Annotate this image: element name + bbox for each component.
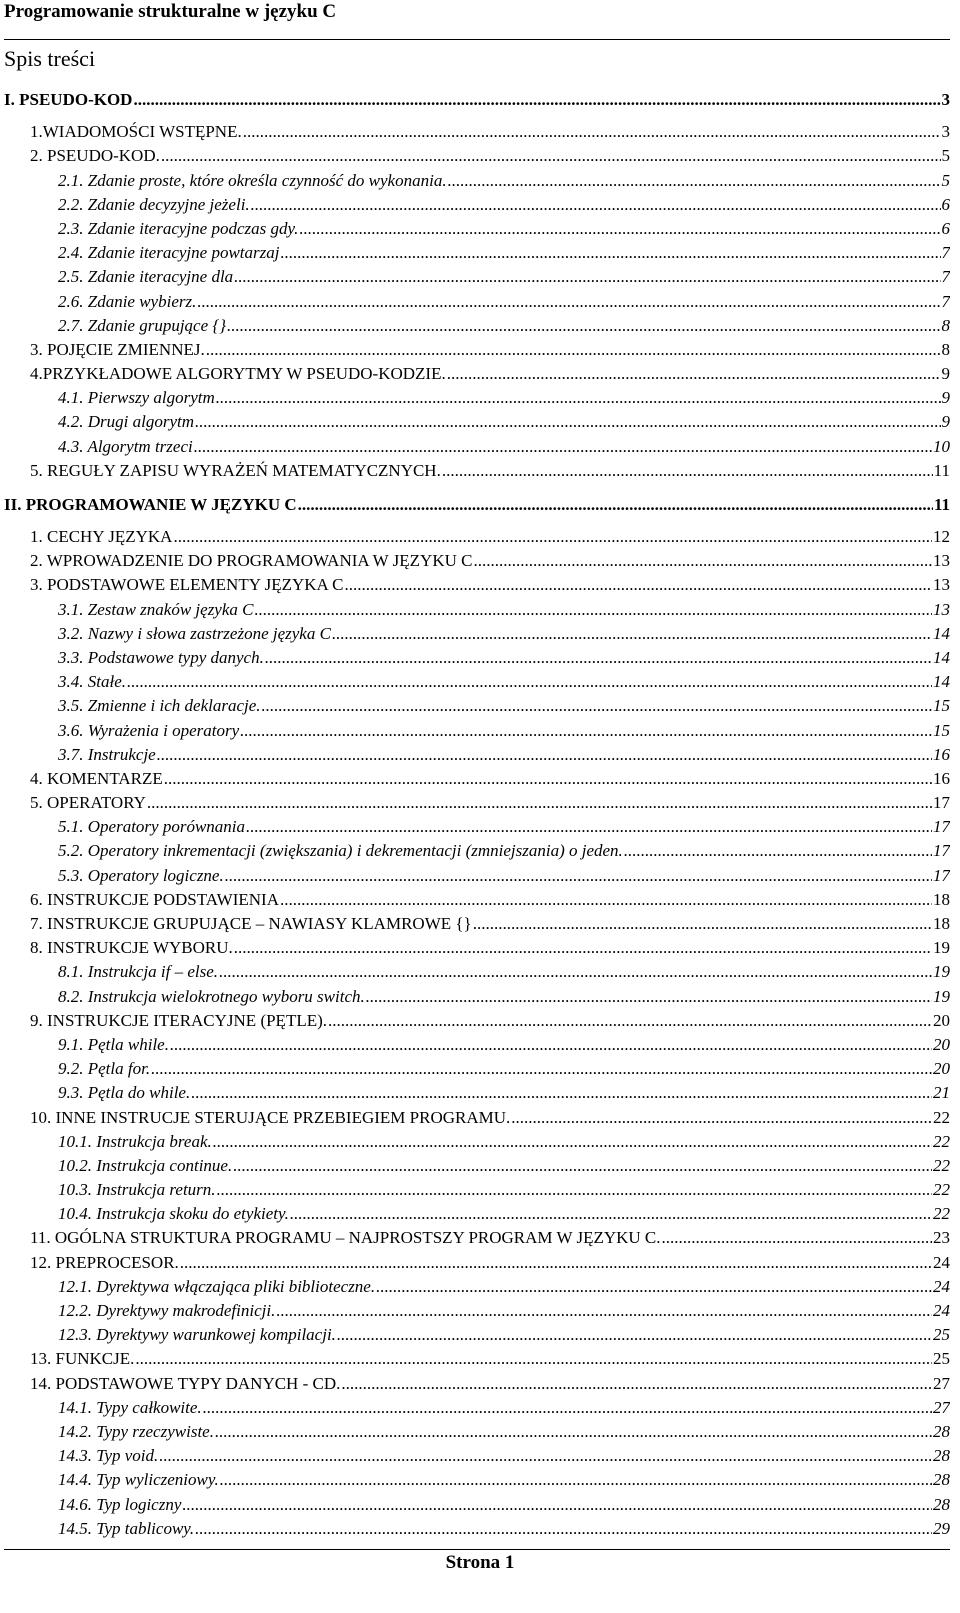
dot-leader (341, 1374, 932, 1394)
table-of-contents (4, 84, 950, 1539)
toc-entry[interactable] (4, 1200, 950, 1224)
toc-entry-label: 4.1. Pierwszy algorytm (58, 388, 215, 408)
toc-entry[interactable] (4, 523, 950, 547)
dot-leader (197, 292, 940, 312)
toc-entry[interactable] (4, 1128, 950, 1152)
toc-entry-label: 3.7. Instrukcje (58, 744, 156, 764)
toc-entry-page: 5 (941, 170, 950, 190)
toc-entry[interactable] (4, 142, 950, 166)
toc-entry-label: 10.3. Instrukcja return. (58, 1180, 216, 1200)
toc-entry[interactable] (4, 547, 950, 571)
toc-entry-page: 23 (933, 1228, 950, 1248)
toc-entry-page: 27 (933, 1373, 950, 1393)
dot-leader (240, 721, 932, 741)
toc-entry-page: 9 (941, 364, 950, 384)
toc-entry-page: 10 (933, 436, 950, 456)
toc-entry-label: 2. PSEUDO-KOD. (30, 146, 160, 166)
dot-leader (234, 938, 932, 958)
dot-leader (473, 551, 932, 571)
toc-entry[interactable] (4, 1321, 950, 1345)
dot-leader (216, 388, 941, 408)
toc-entry-label: 10. INNE INSTRUCJE STERUJĄCE PRZEBIEGIEM PROGRAMU. (30, 1107, 511, 1127)
toc-entry[interactable] (4, 84, 950, 110)
dot-leader (662, 1228, 932, 1248)
toc-entry[interactable] (4, 837, 950, 861)
toc-entry[interactable] (4, 481, 950, 515)
toc-entry-page: 11 (933, 460, 950, 480)
toc-entry-label: 2.2. Zdanie decyzyjne jeżeli. (58, 194, 250, 214)
toc-entry-label: 3.3. Podstawowe typy danych. (58, 647, 264, 667)
toc-entry-label: 5.1. Operatory porównania (58, 817, 245, 837)
toc-entry-page: 14 (933, 672, 950, 692)
toc-entry-label: 11. OGÓLNA STRUKTURA PROGRAMU – NAJPROSTSZY PROGRAM W JĘZYKU C. (30, 1228, 661, 1248)
toc-entry[interactable] (4, 910, 950, 934)
dot-leader (344, 575, 932, 595)
toc-entry[interactable] (4, 239, 950, 263)
dot-leader (233, 1156, 932, 1176)
toc-entry-page: 7 (941, 243, 950, 263)
toc-entry[interactable] (4, 1079, 950, 1103)
toc-entry-label: 6. INSTRUKCJE PODSTAWIENIA (30, 889, 279, 909)
dot-leader (290, 1204, 932, 1224)
toc-entry-page: 16 (933, 744, 950, 764)
toc-entry-label: 9. INSTRUKCJE ITERACYJNE (PĘTLE). (30, 1010, 328, 1030)
dot-leader (180, 1253, 932, 1273)
toc-entry[interactable] (4, 336, 950, 360)
dot-leader (164, 769, 932, 789)
dot-leader (328, 1011, 932, 1031)
dot-leader (376, 1277, 932, 1297)
dot-leader (191, 1083, 932, 1103)
toc-entry-page: 17 (933, 841, 950, 861)
toc-entry-label: 3.2. Nazwy i słowa zastrzeżone języka C (58, 623, 331, 643)
toc-entry-label: 2.7. Zdanie grupujące {} (58, 315, 226, 335)
toc-entry-page: 29 (933, 1518, 950, 1538)
toc-entry-label: 3. POJĘCIE ZMIENNEJ. (30, 339, 205, 359)
toc-entry-label: 8. INSTRUKCJE WYBORU. (30, 938, 233, 958)
toc-entry[interactable] (4, 741, 950, 765)
toc-entry-page: 28 (933, 1470, 950, 1490)
page-header (4, 1, 950, 37)
toc-entry[interactable] (4, 716, 950, 740)
toc-entry-page: 9 (941, 412, 950, 432)
toc-entry-page: 15 (933, 720, 950, 740)
toc-entry[interactable] (4, 384, 950, 408)
toc-entry[interactable] (4, 1515, 950, 1539)
toc-entry-page: 20 (933, 1034, 950, 1054)
toc-entry-label: 3.5. Zmienne i ich deklaracje. (58, 696, 261, 716)
toc-entry-label: 9.3. Pętla do while. (58, 1083, 191, 1103)
dot-leader (135, 1349, 932, 1369)
dot-leader (255, 600, 933, 620)
dot-leader (159, 1446, 932, 1466)
dot-leader (215, 1422, 932, 1442)
dot-leader (265, 648, 932, 668)
toc-entry[interactable] (4, 312, 950, 336)
toc-entry-label: 14. PODSTAWOWE TYPY DANYCH - CD. (30, 1373, 341, 1393)
toc-entry[interactable] (4, 571, 950, 595)
toc-entry[interactable] (4, 1490, 950, 1514)
toc-entry-page: 28 (933, 1421, 950, 1441)
dot-leader (276, 1301, 932, 1321)
dot-leader (227, 316, 941, 336)
toc-entry-label: 12.3. Dyrektywy warunkowej kompilacji. (58, 1325, 336, 1345)
toc-entry-label: 14.3. Typ void. (58, 1446, 159, 1466)
toc-entry[interactable] (4, 886, 950, 910)
toc-entry-label: 14.2. Typy rzeczywiste. (58, 1421, 214, 1441)
toc-entry-label: 4.3. Algorytm trzeci (58, 436, 193, 456)
toc-entry-page: 20 (933, 1059, 950, 1079)
toc-entry-label: 4.2. Drugi algorytm (58, 412, 194, 432)
toc-entry-page: 25 (933, 1349, 950, 1369)
toc-entry-page: 16 (933, 768, 950, 788)
toc-entry[interactable] (4, 1224, 950, 1248)
toc-entry[interactable] (4, 1418, 950, 1442)
toc-entry-page: 15 (933, 696, 950, 716)
toc-entry-page: 18 (933, 889, 950, 909)
document-title: Programowanie strukturalne w języku C (4, 1, 337, 22)
toc-entry[interactable] (4, 595, 950, 619)
toc-entry-page: 14 (933, 623, 950, 643)
toc-entry-label: 12.1. Dyrektywa włączająca pliki biblioteczne. (58, 1276, 376, 1296)
toc-entry[interactable] (4, 1345, 950, 1369)
toc-entry[interactable] (4, 287, 950, 311)
toc-entry-page: 8 (941, 315, 950, 335)
toc-entry-label: 9.1. Pętla while. (58, 1034, 169, 1054)
toc-entry[interactable] (4, 1152, 950, 1176)
page-number: Strona 1 (445, 1552, 515, 1573)
toc-entry-label: I. PSEUDO-KOD (4, 90, 133, 109)
toc-entry-label: 8.2. Instrukcja wielokrotnego wyboru switch. (58, 986, 365, 1006)
toc-entry[interactable] (4, 813, 950, 837)
toc-entry[interactable] (4, 166, 950, 190)
toc-entry-page: 21 (933, 1083, 950, 1103)
toc-entry-page: 5 (941, 146, 950, 166)
toc-entry[interactable] (4, 958, 950, 982)
toc-entry[interactable] (4, 1466, 950, 1490)
toc-entry-page: 6 (941, 218, 950, 238)
dot-leader (243, 122, 941, 142)
toc-entry-page: 22 (933, 1107, 950, 1127)
toc-entry-label: 7. INSTRUKCJE GRUPUJĄCE – NAWIASY KLAMROWE {} (30, 914, 472, 933)
dot-leader (473, 914, 932, 934)
toc-entry-page: 7 (941, 291, 950, 311)
toc-entry-page: 3 (941, 90, 950, 109)
toc-entry-page: 7 (941, 267, 950, 287)
toc-entry[interactable] (4, 692, 950, 716)
dot-leader (147, 793, 932, 813)
toc-entry-label: 2.4. Zdanie iteracyjne powtarzaj (58, 243, 280, 263)
toc-entry-page: 18 (933, 914, 950, 933)
toc-entry-page: 22 (933, 1155, 950, 1175)
toc-entry-label: 1.WIADOMOŚCI WSTĘPNE. (30, 122, 242, 142)
toc-entry[interactable] (4, 861, 950, 885)
toc-entry-page: 11 (933, 494, 950, 514)
dot-leader (195, 412, 941, 432)
dot-leader (251, 195, 941, 215)
toc-entry-label: 3.1. Zestaw znaków języka C (58, 599, 254, 619)
toc-entry-label: 14.1. Typy całkowite. (58, 1397, 202, 1417)
toc-entry-page: 22 (933, 1131, 950, 1151)
toc-entry[interactable] (4, 765, 950, 789)
dot-leader (280, 243, 940, 263)
toc-entry[interactable] (4, 644, 950, 668)
dot-leader (194, 437, 932, 457)
toc-entry-label: 4.PRZYKŁADOWE ALGORYTMY W PSEUDO-KODZIE. (30, 364, 446, 384)
toc-entry[interactable] (4, 1103, 950, 1127)
dot-leader (220, 1470, 932, 1490)
dot-leader (151, 1059, 932, 1079)
toc-entry-page: 19 (933, 938, 950, 958)
toc-entry-label: 2.5. Zdanie iteracyjne dla (58, 267, 234, 287)
dot-leader (213, 1132, 932, 1152)
toc-entry[interactable] (4, 408, 950, 432)
dot-leader (262, 696, 932, 716)
toc-entry-page: 20 (933, 1010, 950, 1030)
dot-leader (225, 866, 932, 886)
dot-leader (447, 364, 941, 384)
toc-entry-label: 5.3. Operatory logiczne. (58, 865, 224, 885)
dot-leader (442, 461, 933, 481)
toc-entry-label: 3.4. Stałe. (58, 672, 126, 692)
dot-leader (337, 1325, 932, 1345)
header-rule (4, 39, 950, 40)
dot-leader (246, 817, 932, 837)
toc-entry-label: II. PROGRAMOWANIE W JĘZYKU C (4, 494, 297, 514)
toc-entry[interactable] (4, 215, 950, 239)
toc-entry-label: 5.2. Operatory inkrementacji (zwiększania) i dekrementacji (zmniejszania) o jeden. (58, 841, 623, 861)
toc-entry[interactable] (4, 1442, 950, 1466)
dot-leader (182, 1495, 932, 1515)
footer-rule (4, 1549, 950, 1550)
toc-entry-page: 13 (933, 599, 950, 619)
toc-entry[interactable] (4, 982, 950, 1006)
toc-entry-label: 9.2. Pętla for. (58, 1059, 151, 1079)
toc-entry[interactable] (4, 118, 950, 142)
dot-leader (332, 624, 932, 644)
toc-entry[interactable] (4, 934, 950, 958)
dot-leader (299, 219, 940, 239)
toc-entry-page: 22 (933, 1204, 950, 1224)
toc-entry-page: 19 (933, 986, 950, 1006)
toc-entry[interactable] (4, 1055, 950, 1079)
toc-entry[interactable] (4, 668, 950, 692)
dot-leader (280, 890, 932, 910)
toc-entry-page: 28 (933, 1446, 950, 1466)
toc-entry[interactable] (4, 1273, 950, 1297)
toc-entry[interactable] (4, 1297, 950, 1321)
dot-leader (133, 90, 940, 110)
toc-entry[interactable] (4, 263, 950, 287)
dot-leader (157, 745, 932, 765)
toc-entry-label: 2.1. Zdanie proste, które określa czynność do wykonania. (58, 170, 447, 190)
toc-entry-page: 24 (933, 1301, 950, 1320)
toc-entry-page: 9 (941, 388, 950, 408)
toc-entry-page: 19 (933, 962, 950, 982)
toc-entry-label: 10.1. Instrukcja break. (58, 1131, 212, 1151)
toc-entry-label: 12.2. Dyrektywy makrodefinicji. (58, 1301, 276, 1320)
toc-entry-label: 1. CECHY JĘZYKA (30, 527, 173, 546)
toc-entry-page: 24 (933, 1252, 950, 1272)
toc-entry[interactable] (4, 1007, 950, 1031)
toc-entry-page: 27 (933, 1397, 950, 1417)
toc-entry-page: 8 (941, 339, 950, 359)
dot-leader (161, 146, 941, 166)
dot-leader (219, 962, 932, 982)
toc-entry-label: 12. PREPROCESOR. (30, 1252, 179, 1272)
dot-leader (203, 1398, 932, 1418)
toc-entry-label: 8.1. Instrukcja if – else. (58, 962, 219, 982)
toc-entry-label: 3. PODSTAWOWE ELEMENTY JĘZYKA C (30, 575, 344, 595)
toc-entry[interactable] (4, 1031, 950, 1055)
toc-entry-label: 10.2. Instrukcja continue. (58, 1155, 233, 1175)
toc-entry-page: 17 (933, 817, 950, 837)
toc-entry-label: 5. REGUŁY ZAPISU WYRAŻEŃ MATEMATYCZNYCH. (30, 460, 441, 480)
dot-leader (206, 340, 941, 360)
toc-entry[interactable] (4, 1369, 950, 1393)
dot-leader (195, 1519, 932, 1539)
toc-entry-page: 25 (933, 1325, 950, 1345)
toc-entry-page: 17 (933, 793, 950, 813)
toc-entry-label: 14.4. Typ wyliczeniowy. (58, 1470, 219, 1490)
dot-leader (217, 1180, 932, 1200)
toc-entry-page: 17 (933, 865, 950, 885)
toc-entry-page: 3 (941, 122, 950, 142)
toc-entry-page: 14 (933, 647, 950, 667)
toc-entry-page: 12 (933, 527, 950, 546)
toc-entry[interactable] (4, 620, 950, 644)
toc-entry[interactable] (4, 1394, 950, 1418)
toc-entry-label: 4. KOMENTARZE (30, 768, 163, 788)
toc-entry-page: 6 (941, 194, 950, 214)
toc-entry-label: 5. OPERATORY (30, 793, 146, 813)
dot-leader (624, 841, 932, 861)
toc-entry-label: 14.5. Typ tablicowy. (58, 1518, 195, 1538)
toc-entry[interactable] (4, 1248, 950, 1272)
toc-entry-label: 13. FUNKCJE. (30, 1349, 135, 1369)
toc-entry-label: 2. WPROWADZENIE DO PROGRAMOWANIA W JĘZYKU C (30, 551, 473, 571)
dot-leader (298, 495, 933, 515)
dot-leader (448, 171, 941, 191)
toc-entry-page: 28 (933, 1494, 950, 1514)
toc-entry[interactable] (4, 191, 950, 215)
dot-leader (511, 1108, 932, 1128)
toc-entry[interactable] (4, 432, 950, 456)
dot-leader (127, 672, 932, 692)
dot-leader (170, 1035, 932, 1055)
toc-entry[interactable] (4, 360, 950, 384)
dot-leader (173, 527, 932, 547)
toc-entry-label: 10.4. Instrukcja skoku do etykiety. (58, 1204, 289, 1224)
toc-entry-label: 3.6. Wyrażenia i operatory (58, 720, 240, 740)
toc-entry-page: 13 (933, 551, 950, 571)
toc-entry-page: 13 (933, 575, 950, 595)
toc-entry[interactable] (4, 1176, 950, 1200)
toc-entry-label: 14.6. Typ logiczny (58, 1494, 182, 1514)
toc-entry-page: 22 (933, 1180, 950, 1200)
toc-entry-page: 24 (933, 1276, 950, 1296)
toc-entry[interactable] (4, 789, 950, 813)
toc-entry[interactable] (4, 457, 950, 481)
toc-entry-label: 2.3. Zdanie iteracyjne podczas gdy. (58, 218, 299, 238)
dot-leader (234, 267, 940, 287)
dot-leader (366, 987, 932, 1007)
toc-entry-label: 2.6. Zdanie wybierz. (58, 291, 197, 311)
toc-heading: Spis treści (4, 46, 96, 71)
